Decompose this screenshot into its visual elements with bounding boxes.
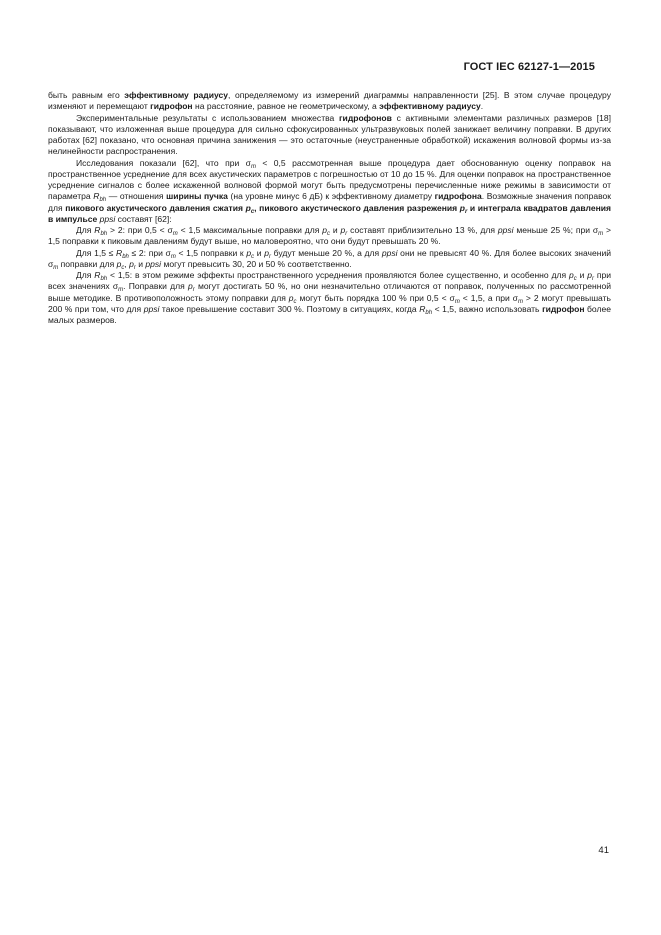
paragraph-5: Для $1,5 \le R_{bh} \le 2$: при $\sigma_m < 1,5$ поправки к $p_c$ и $p_r$ будут меньше 20 %, а для ppsi они не превысят 40 %. Для более высоких значений $\sigma_m$ поправки для $p_c$, $p_r$ и ppsi могут превысить 30, 20 и 50 % соответственно. [48, 247, 612, 271]
page-number: 41 [598, 845, 609, 856]
paragraph-4: Для $R_{bh} > 2$: при $0,5 < \sigma_m < 1,5$ максимальные поправки для $p_c$ и $p_r$ составят приблизительно 13 %, для ppsi меньше 25 %; при $\sigma_m > 1,5$ поправки к пиковым давлениям будут выше, но маловероятно, что они будут превышать 20 %. [48, 225, 612, 247]
document-header: ГОСТ IEC 62127-1—2015 [463, 61, 595, 73]
paragraph-6: Для $R_{bh} < 1,5$: в этом режиме эффекты пространственного усреднения проявляются более существенно, и особенно для $p_c$ и $p_r$ при всех значениях $\sigma_m$. Поправки для $p_r$ могут достигать 50 %, но они незначительно отличаются от поправок, полученных по рассмотренной выше методике. В противоположность этому поправки для $p_c$ могут быть порядка 100 % при $0,5 < \sigma_m < 1,5$, а при $\sigma_m > 2$ могут превышать 200 % при том, что для ppsi такое превышение составит 300 %. Поэтому в ситуациях, когда $R_{bh} < 1,5$, важно использовать гидрофон более малых размеров. [48, 270, 612, 325]
paragraph-1: быть равным его эффективному радиусу, определяемому из измерений диаграммы направленности [25]. В этом случае процедуру изменяют и перемещают гидрофон на расстояние, равное не геометрическому, а эффективному радиусу. [48, 90, 611, 112]
paragraph-2: Экспериментальные результаты с использованием множества гидрофонов с активными элементами различных размеров [18] показывают, что изложенная выше процедура для сильно сфокусированных ультразвуковых полей занижает величину поправки. В других работах [62] показано, что основная причина занижения — это остаточные (неустраненные обработкой) искажения волновой формы из-за нелинейности распространения. [48, 112, 611, 157]
paragraph-3: Исследования показали [62], что при $\sigma_m < 0,5$ рассмотренная выше процедура дает обоснованную оценку поправок на пространственное усреднение для всех акустических параметров с погрешностью от 10 до 15 %. Для оценки поправок на пространственное усреднение сигналов с более искаженной волновой формой могут быть предусмотрены перечисленные ниже режимы в зависимости от параметра $R_{bh}$ — отношения ширины пучка (на уровне минус 6 дБ) к эффективному диаметру гидрофона. Возможные значения поправок для пикового акустического давления сжатия $p_c$, пикового акустического давления разрежения $p_r$ и интеграла квадратов давления в импульсе ppsi составят [62]: [48, 157, 612, 224]
document-body [48, 90, 611, 326]
